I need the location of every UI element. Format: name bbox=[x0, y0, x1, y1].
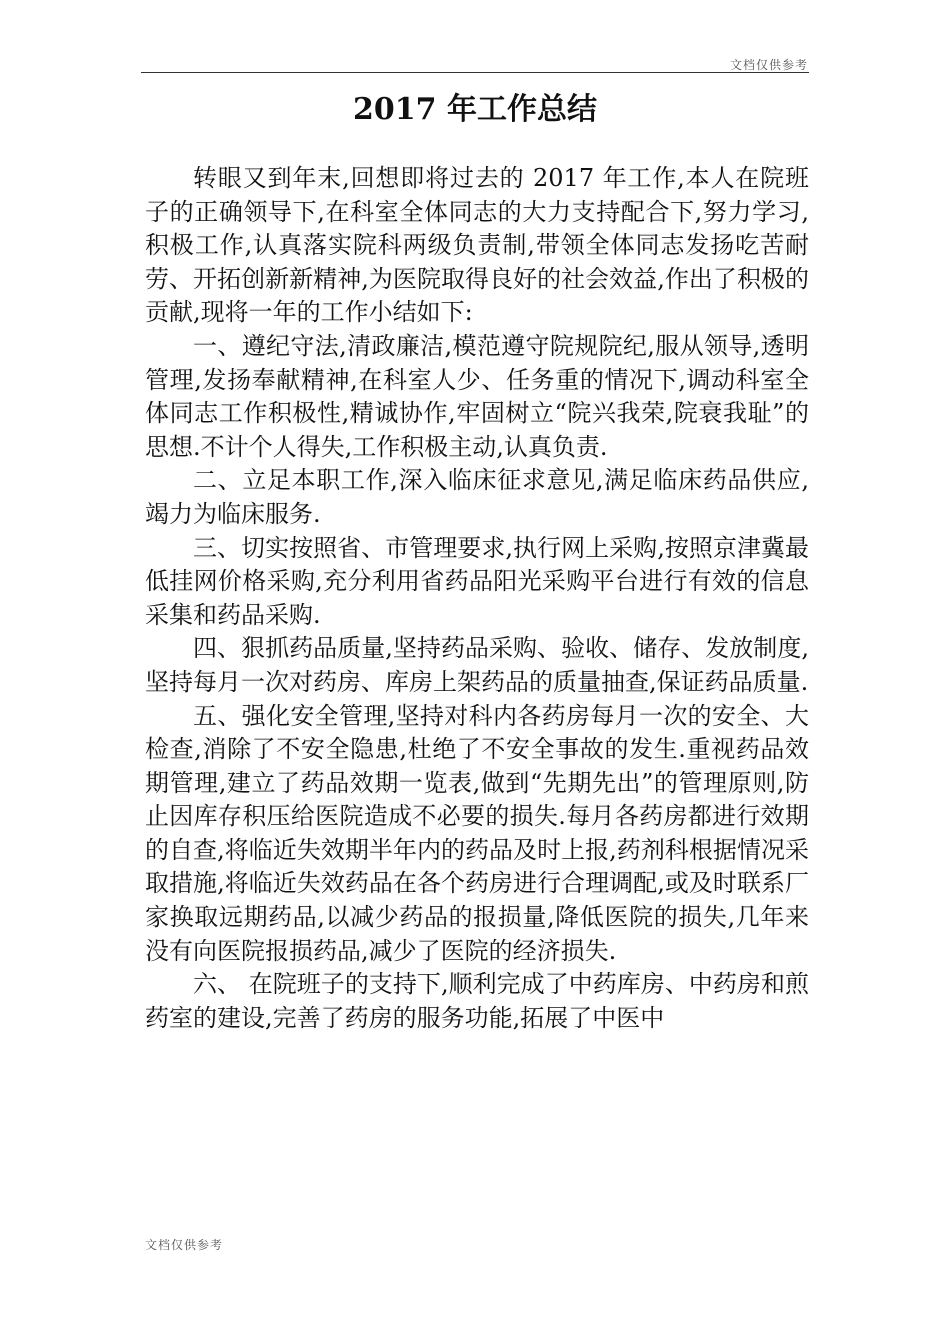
paragraph-item-3: 三、切实按照省、市管理要求,执行网上采购,按照京津冀最低挂网价格采购,充分利用省药品阳光采购平台进行有效的信息采集和药品采购. bbox=[145, 533, 809, 629]
paragraph-item-5: 五、强化安全管理,坚持对科内各药房每月一次的安全、大检查,消除了不安全隐患,杜绝了不安全事故的发生.重视药品效期管理,建立了药品效期一览表,做到“先期先出”的管理原则,防止因库存积压给医院造成不必要的损失.每月各药房都进行效期的自查,将临近失效期半年内的药品及时上报,药剂科根据情况采取措施,将临近失效药品在各个药房进行合理调配,或及时联系厂家换取远期药品,以减少药品的报损量,降低医院的损失,几年来没有向医院报损药品,减少了医院的经济损失. bbox=[145, 701, 809, 965]
document-body bbox=[145, 162, 809, 1035]
paragraph-item-4: 四、狠抓药品质量,坚持药品采购、验收、储存、发放制度,坚持每月一次对药房、库房上架药品的质量抽查,保证药品质量. bbox=[145, 634, 809, 696]
footer-note: 文档仅供参考 bbox=[145, 1238, 224, 1252]
paragraph-item-6: 六、 在院班子的支持下,顺利完成了中药库房、中药房和煎药室的建设,完善了药房的服务功能,拓展了中医中 bbox=[145, 970, 809, 1032]
paragraph-item-2: 二、立足本职工作,深入临床征求意见,满足临床药品供应,竭力为临床服务. bbox=[145, 466, 809, 528]
header-note: 文档仅供参考 bbox=[729, 58, 808, 72]
paragraph-intro: 转眼又到年末,回想即将过去的 2017 年工作,本人在院班子的正确领导下,在科室全体同志的大力支持配合下,努力学习,积极工作,认真落实院科两级负责制,带领全体同志发扬吃苦耐劳、开拓创新新精神,为医院取得良好的社会效益,作出了积极的贡献,现将一年的工作小结如下: bbox=[145, 164, 809, 327]
paragraph-item-1: 一、遵纪守法,清政廉洁,模范遵守院规院纪,服从领导,透明管理,发扬奉献精神,在科室人少、任务重的情况下,调动科室全体同志工作积极性,精诚协作,牢固树立“院兴我荣,院衰我耻”的思想.不计个人得失,工作积极主动,认真负责. bbox=[145, 331, 809, 461]
header-rule bbox=[141, 72, 809, 73]
document-title: 2017 年工作总结 bbox=[353, 92, 597, 127]
